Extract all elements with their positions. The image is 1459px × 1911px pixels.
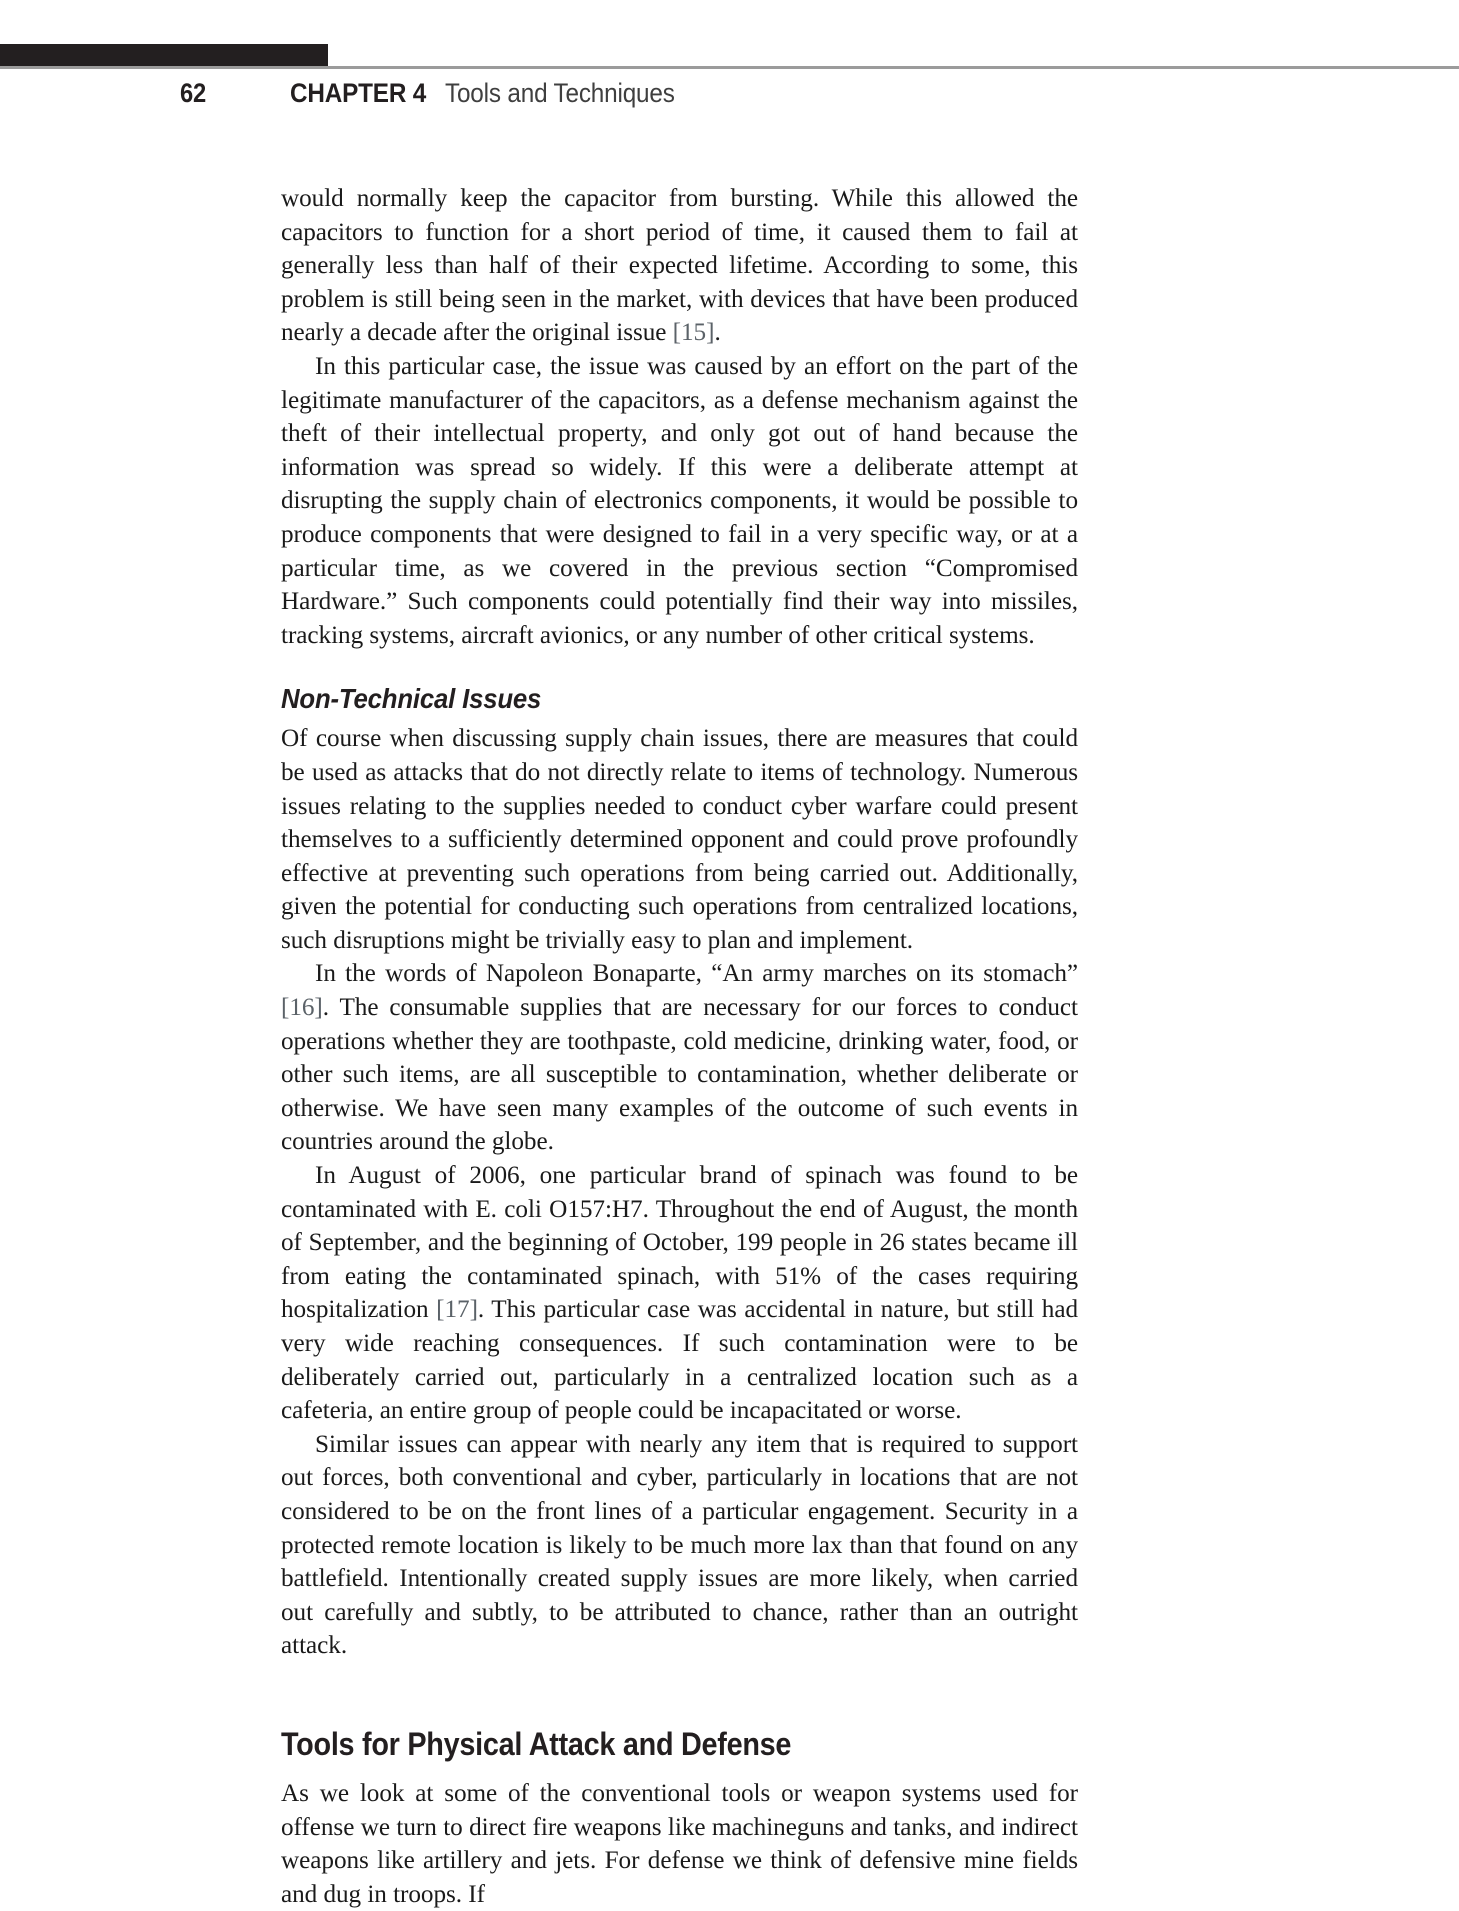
header-rule-group (0, 44, 1459, 70)
reference-citation-15[interactable]: [15] (672, 319, 715, 347)
text-column (281, 182, 1078, 1911)
page-running-head (0, 0, 1459, 120)
paragraph-p7 (281, 1777, 1078, 1911)
paragraph-p3 (281, 722, 1078, 957)
paragraph-tail: . (714, 319, 721, 347)
chapter-title: Tools and Techniques (445, 78, 675, 108)
subheading-non-technical-issues: Non-Technical Issues (281, 683, 542, 715)
paragraph-text: In the words of Napoleon Bonaparte, “An army marches on its stomach” (315, 960, 1078, 988)
section-heading-tools-for-physical-attack-and-defense: Tools for Physical Attack and Defense (281, 1725, 792, 1762)
reference-citation-17[interactable]: [17] (436, 1296, 478, 1324)
paragraph-p5 (281, 1159, 1078, 1428)
paragraph-text: Of course when discussing supply chain issues, there are measures that could be used as attacks that do not directly relate to items of technology. Numerous issues relating to the supplies needed to conduct cyber warfare could present themselves to a sufficiently determined opponent and could prove profoundly effective at preventing such operations from being carried out. Additionally, given the potential for conducting such operations from centralized locations, such disruptions might be trivially easy to plan and implement. (281, 725, 1078, 954)
header-hairline-rule (0, 66, 1459, 69)
paragraph-text: In August of 2006, one particular brand of spinach was found to be contaminated with E. coli O157:H7. Throughout the end of August, the month of September, and the beginning of October, 199 people in 26 states became ill from eating the contaminated spinach, with 51% of the cases requiring hospitalization (281, 1162, 1078, 1324)
running-head-line (0, 78, 1459, 109)
paragraph-p6 (281, 1428, 1078, 1663)
chapter-label: CHAPTER 4 (290, 78, 427, 108)
paragraph-tail: . This particular case was accidental in nature, but still had very wide reaching consequences. If such contamination were to be deliberately carried out, particularly in a centralized location such as a cafeteria, an entire group of people could be incapacitated or worse. (281, 1296, 1078, 1425)
reference-citation-16[interactable]: [16] (281, 994, 323, 1022)
paragraph-tail: . The consumable supplies that are necessary for our forces to conduct operations whether they are toothpaste, cold medicine, drinking water, food, or other such items, are all susceptible to contamination, whether deliberate or otherwise. We have seen many examples of the outcome of such events in countries around the globe. (281, 994, 1078, 1156)
paragraph-text: would normally keep the capacitor from bursting. While this allowed the capacitors to function for a short period of time, it caused them to fail at generally less than half of their expected lifetime. According to some, this problem is still being seen in the market, with devices that have been produced nearly a decade after the original issue (281, 185, 1078, 347)
paragraph-text: Similar issues can appear with nearly any item that is required to support out forces, both conventional and cyber, particularly in locations that are not considered to be on the front lines of a particular engagement. Security in a protected remote location is likely to be much more lax than that found on any battlefield. Intentionally created supply issues are more likely, when carried out carefully and subtly, to be attributed to chance, rather than an outright attack. (281, 1430, 1078, 1660)
paragraph-p1 (281, 182, 1078, 350)
paragraph-p2 (281, 350, 1078, 652)
paragraph-p4 (281, 957, 1078, 1159)
header-black-tab (0, 44, 328, 66)
page-number: 62 (180, 78, 206, 108)
paragraph-text: In this particular case, the issue was caused by an effort on the part of the legitimate manufacturer of the capacitors, as a defense mechanism against the theft of their intellectual property, and only got out of hand because the information was spread so widely. If this were a deliberate attempt at disrupting the supply chain of electronics components, it would be possible to produce components that were designed to fail in a very specific way, or at a particular time, as we covered in the previous section “Compromised Hardware.” Such components could potentially find their way into missiles, tracking systems, aircraft avionics, or any number of other critical systems. (281, 352, 1078, 649)
paragraph-text: As we look at some of the conventional tools or weapon systems used for offense we turn to direct fire weapons like machineguns and tanks, and indirect weapons like artillery and jets. For defense we think of defensive mine fields and dug in troops. If (281, 1779, 1078, 1908)
